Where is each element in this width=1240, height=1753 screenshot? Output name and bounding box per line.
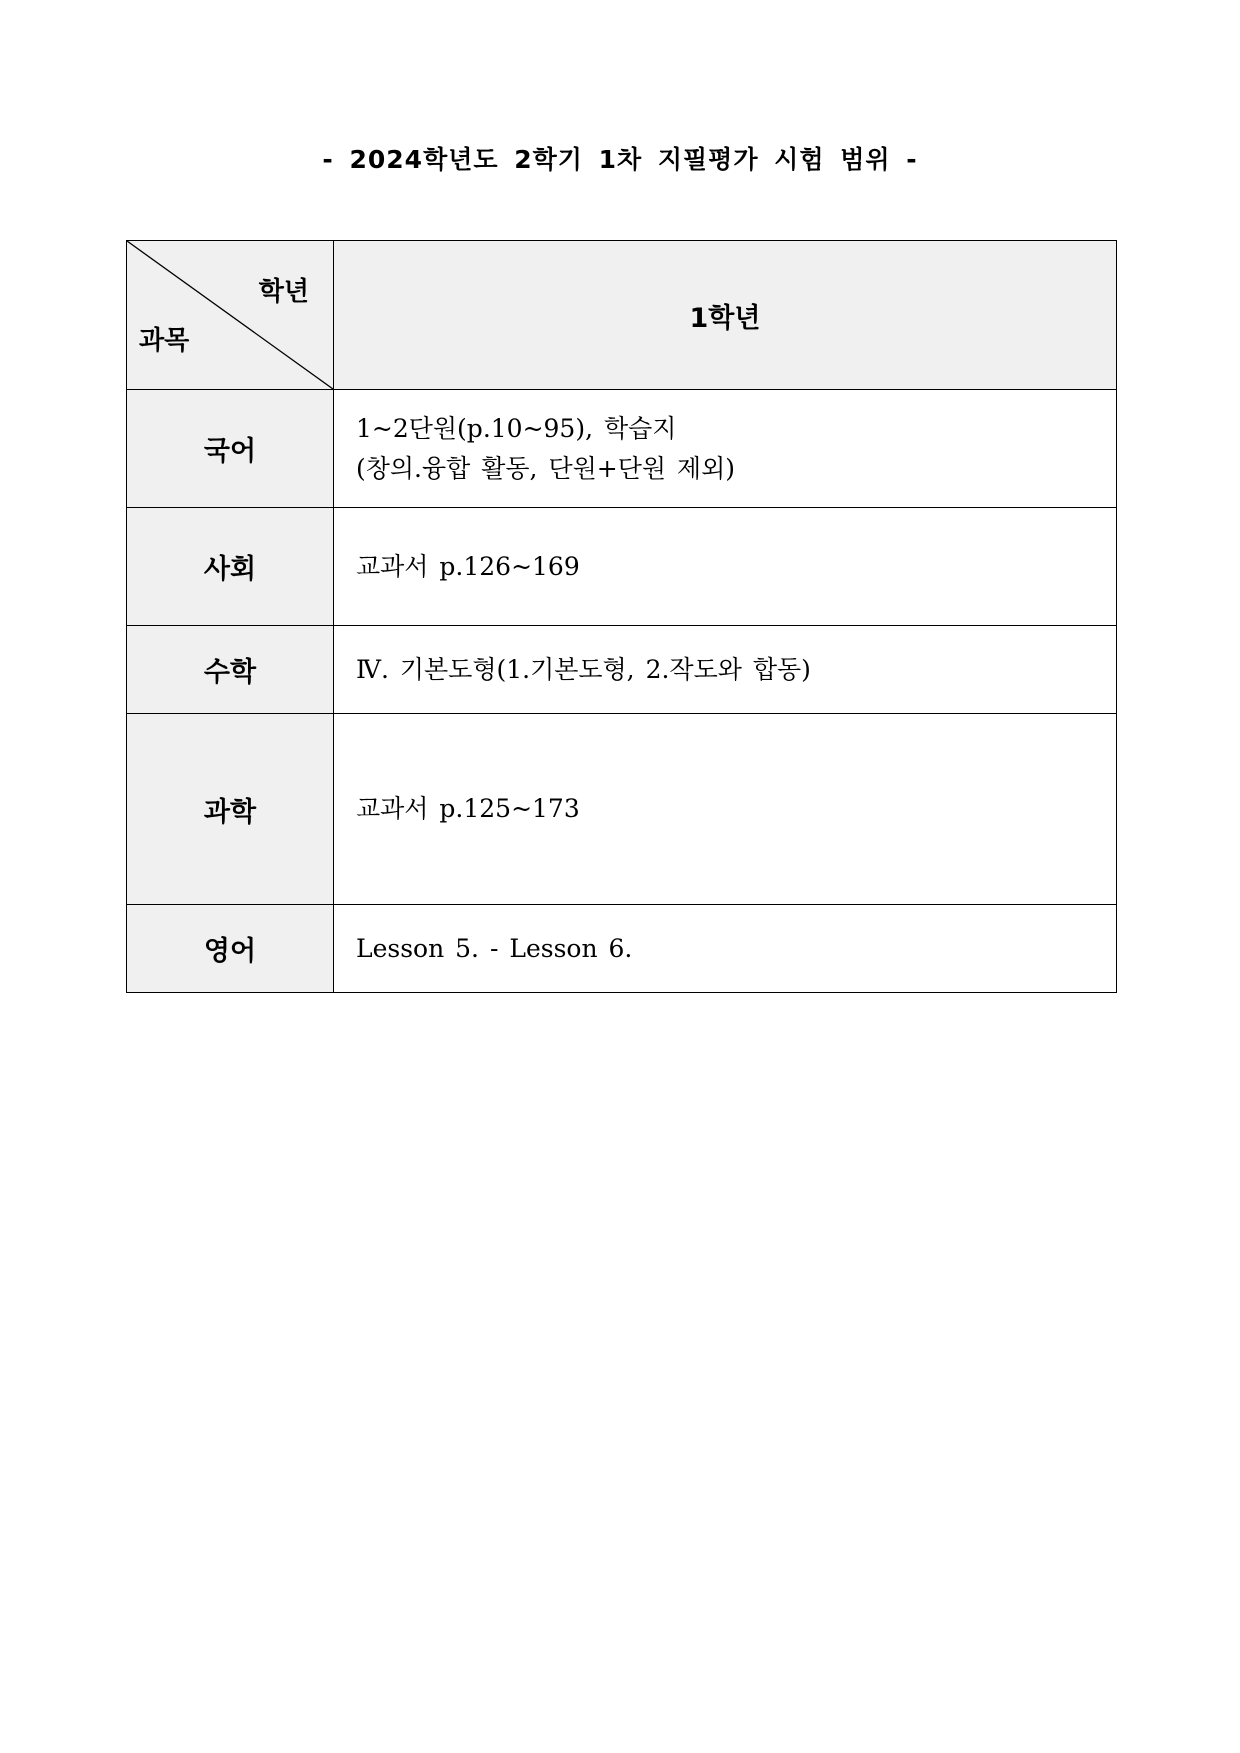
table-row [127,905,1117,993]
scope-line: 교과서 p.125~173 [356,794,580,823]
subject-cell: 사회 [127,508,334,626]
scope-cell [334,905,1117,993]
corner-header-cell [127,241,334,390]
subject-cell: 영어 [127,905,334,993]
diagonal-divider [127,241,333,389]
scope-line: (창의.융합 활동, 단원+단원 제외) [356,453,735,483]
page-title: - 2024학년도 2학기 1차 지필평가 시험 범위 - [322,145,918,174]
scope-line: 교과서 p.126~169 [356,551,580,581]
scope-line: Lesson 5. - Lesson 6. [356,933,633,963]
subject-cell: 수학 [127,626,334,714]
table-row [127,626,1117,714]
table-row [127,714,1117,905]
grade-header-cell: 1학년 [334,241,1117,390]
scope-cell [334,508,1117,626]
table-row [127,390,1117,508]
scope-line: Ⅳ. 기본도형(1.기본도형, 2.작도와 합동) [356,654,811,684]
grade-axis-label: 학년 [258,277,309,307]
subject-axis-label: 과목 [139,326,190,356]
scope-line: 1~2단원(p.10~95), 학습지 [356,413,677,443]
subject-cell: 과학 [127,714,334,905]
scope-cell [334,714,1117,905]
scope-cell [334,626,1117,714]
table-row [127,508,1117,626]
subject-cell: 국어 [127,390,334,508]
table-header-row [127,241,1117,390]
scope-cell [334,390,1117,508]
exam-scope-table [126,240,1117,993]
